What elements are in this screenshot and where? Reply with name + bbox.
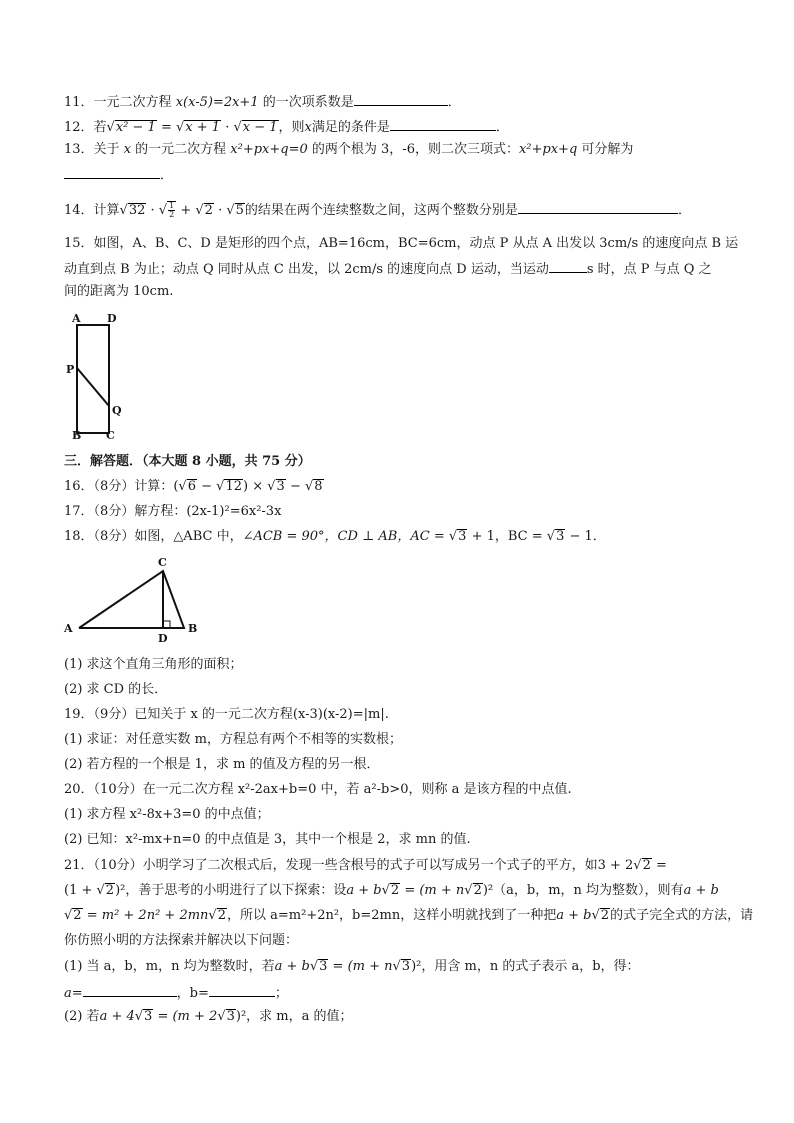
q18-radicand-2: 3 xyxy=(556,529,565,544)
sqrt-symbol: √ xyxy=(464,883,473,898)
q16-radicand-1: 6 xyxy=(187,479,196,494)
q21-radicand: 2 xyxy=(642,858,651,873)
q21-text: )²，善于思考的小明进行了以下探索：设 xyxy=(115,883,347,898)
sqrt-symbol: √ xyxy=(217,1009,226,1024)
question-13-line-2 xyxy=(64,165,173,185)
q14-dot: · xyxy=(146,203,159,218)
sqrt-symbol: √ xyxy=(208,908,217,923)
q12-radicand-3: x − 1 xyxy=(242,120,278,135)
q16-minus-2: − xyxy=(285,479,305,494)
question-19: 19．（9分）已知关于 x 的一元二次方程(x-3)(x-2)=|m|. xyxy=(64,707,389,722)
q15-line-2b: s 时，点 P 与点 Q 之 xyxy=(586,262,712,277)
q21-s1-radicand: 3 xyxy=(401,959,411,974)
label-d: D xyxy=(107,312,117,325)
q21-s2-text: (2) 若 xyxy=(64,1009,100,1024)
q15-answer-blank[interactable] xyxy=(549,259,587,273)
label-c: C xyxy=(106,429,115,442)
q14-radicand-1: 32 xyxy=(128,203,146,218)
sqrt-symbol: √ xyxy=(106,120,115,135)
q21-s1-text-2: )²，用含 m，n 的式子表示 a，b，得： xyxy=(411,959,640,974)
q18-subquestion-1: (1) 求这个直角三角形的面积； xyxy=(64,657,243,672)
q21-b-answer-blank[interactable] xyxy=(209,983,275,997)
q21-subquestion-1 xyxy=(64,958,640,976)
q13-end: ． xyxy=(160,168,174,183)
q21-radicand: 2 xyxy=(217,908,226,923)
q21-s2-radicand: 3 xyxy=(226,1009,235,1024)
q21-a-label: a= xyxy=(64,986,83,1001)
q21-text: )²（a，b，m，n 均为整数），则有 xyxy=(482,883,684,898)
q14-dot-2: · xyxy=(213,203,227,218)
sqrt-symbol: √ xyxy=(176,120,185,135)
q21-text: 的式子完全式的方法，请 xyxy=(610,908,754,923)
q12-text: 12．若 xyxy=(64,120,107,135)
rectangle-abcd xyxy=(77,325,109,433)
q21-expr: a + b xyxy=(346,883,382,898)
label-p: P xyxy=(66,363,75,376)
q13-poly: x²+px+q xyxy=(518,142,578,157)
question-13 xyxy=(64,141,730,159)
sqrt-symbol: √ xyxy=(392,959,401,974)
q12-radicand-1: x² − 1 xyxy=(115,120,156,135)
question-21-line-4: 你仿照小明的方法探索并解决以下问题： xyxy=(64,933,299,948)
q12-answer-blank[interactable] xyxy=(390,117,496,131)
fraction-numerator: 1 xyxy=(169,201,175,210)
q19-subquestion-1: (1) 求证：对任意实数 m，方程总有两个不相等的实数根； xyxy=(64,732,403,747)
sqrt-symbol: √ xyxy=(381,883,390,898)
q21-s2-expr: = (m + 2 xyxy=(153,1009,218,1024)
sqrt-symbol: √ xyxy=(267,479,276,494)
label-b: B xyxy=(72,429,82,442)
q21-s1-expr: a + b xyxy=(274,959,310,974)
q21-expr: a + b xyxy=(556,908,592,923)
q15-line-1: 15．如图，A、B、C、D 是矩形的四个点，AB=16cm，BC=6cm，动点 P 从点 A 出发以 3cm/s 的速度向点 B 运 xyxy=(64,236,739,251)
triangle-abc xyxy=(79,571,184,628)
q18-radicand-1: 3 xyxy=(458,529,467,544)
q21-subquestion-2 xyxy=(64,1008,353,1026)
q15-line-3: 间的距离为 10cm. xyxy=(64,284,174,299)
q21-s1-text: (1) 当 a，b，m，n 均为整数时，若 xyxy=(64,959,275,974)
q13-answer-blank[interactable] xyxy=(64,165,160,179)
q21-radicand: 2 xyxy=(600,908,610,923)
question-17: 17．（8分）解方程：(2x-1)²=6x²-3x xyxy=(64,504,282,519)
question-21 xyxy=(64,857,667,875)
q14-radicand-3: 5 xyxy=(235,203,244,218)
q21-equals: = xyxy=(651,858,667,873)
q14-text-2: 的结果在两个连续整数之间，这两个整数分别是 xyxy=(244,203,518,218)
triangle-figure xyxy=(60,553,220,643)
q21-subquestion-1-answers xyxy=(64,983,288,1003)
q21-s2-expr: a + 4 xyxy=(99,1009,135,1024)
question-15 xyxy=(64,235,738,253)
q21-s1-end: ； xyxy=(274,986,288,1001)
q16-radicand-4: 8 xyxy=(314,479,323,494)
q21-s1-expr: = (m + n xyxy=(328,959,393,974)
question-16 xyxy=(64,478,324,496)
q14-answer-blank[interactable] xyxy=(518,200,678,214)
sqrt-symbol: √ xyxy=(304,479,314,494)
q21-expr: a + b xyxy=(683,883,719,898)
q18-text: 18．（8分）如图，△ABC 中， xyxy=(64,529,243,544)
sqrt-symbol: √ xyxy=(233,120,242,135)
label-a: A xyxy=(64,622,73,635)
q18-text-2: + 1，BC = xyxy=(467,529,547,544)
question-15-line-2 xyxy=(64,259,712,279)
q14-fraction xyxy=(168,202,175,219)
q12-text-2: ，则 xyxy=(278,120,305,135)
right-angle-mark xyxy=(163,621,170,628)
q20-subquestion-2: (2) 已知：x²-mx+n=0 的中点值是 3，其中一个根是 2，求 mn 的值. xyxy=(64,832,471,847)
q12-dot: · xyxy=(221,120,234,135)
sqrt-symbol: √ xyxy=(546,529,556,544)
section-3-heading: 三．解答题．（本大题 8 小题，共 75 分） xyxy=(64,454,311,469)
q21-expr: = (m + n xyxy=(400,883,465,898)
q13-text-4: 可分解为 xyxy=(577,142,634,157)
q18-end: − 1． xyxy=(565,529,606,544)
q13-text: 13．关于 xyxy=(64,142,124,157)
q21-s1-radicand: 3 xyxy=(319,959,328,974)
question-18 xyxy=(64,528,606,546)
q13-text-3: 的两个根为 3，-6，则二次三项式： xyxy=(307,142,519,157)
q19-subquestion-2: (2) 若方程的一个根是 1，求 m 的值及方程的另一根． xyxy=(64,757,380,772)
q16-minus: − xyxy=(196,479,217,494)
label-a: A xyxy=(72,312,81,325)
q14-text: 14．计算 xyxy=(64,203,120,218)
q20-subquestion-1: (1) 求方程 x²-8x+3=0 的中点值； xyxy=(64,807,270,822)
question-20: 20．（10分）在一元二次方程 x²-2ax+b=0 中，若 a²-b>0，则称 a 是该方程的中点值. xyxy=(64,782,572,797)
sqrt-symbol: √ xyxy=(448,529,458,544)
q13-var: x xyxy=(123,142,132,157)
question-12 xyxy=(64,117,509,137)
q12-equals: = xyxy=(156,120,176,135)
sqrt-symbol: √ xyxy=(158,203,168,218)
label-d: D xyxy=(158,632,168,643)
q12-text-3: 满足的条件是 xyxy=(311,120,390,135)
sqrt-symbol: √ xyxy=(178,479,187,494)
segment-pq xyxy=(77,368,109,406)
q21-expr: (1 + xyxy=(64,883,97,898)
q16-radicand-2: 12 xyxy=(225,479,242,494)
q12-end: ． xyxy=(495,120,509,135)
sqrt-symbol: √ xyxy=(591,908,600,923)
q14-plus: + xyxy=(176,203,196,218)
q13-equation: x²+px+q=0 xyxy=(230,142,308,157)
label-b: B xyxy=(188,622,198,635)
question-21-line-3 xyxy=(64,907,753,925)
q21-s2-radicand: 3 xyxy=(144,1009,153,1024)
sqrt-symbol: √ xyxy=(134,1009,144,1024)
sqrt-symbol: √ xyxy=(119,203,128,218)
question-21-line-2 xyxy=(64,882,719,900)
q18-conditions: ∠ACB = 90°，CD ⊥ AB，AC = xyxy=(242,529,449,544)
label-c: C xyxy=(158,556,167,569)
q15-line-2a: 动直到点 B 为止；动点 Q 同时从点 C 出发，以 2cm/s 的速度向点 D 运动，当运动 xyxy=(64,262,549,277)
q16-radicand-3: 3 xyxy=(276,479,285,494)
q21-radicand: 2 xyxy=(73,908,82,923)
rectangle-figure xyxy=(60,308,140,443)
question-11 xyxy=(64,92,461,112)
q11-text: 11．一元二次方程 xyxy=(64,95,176,110)
question-14 xyxy=(64,200,691,220)
q21-a-answer-blank[interactable] xyxy=(83,983,177,997)
q21-line-1: 21．（10分）小明学习了二次根式后，发现一些含根号的式子可以写成另一个式子的平方，如 xyxy=(64,858,598,873)
q21-b-label: ，b= xyxy=(176,986,209,1001)
fraction-denominator: 2 xyxy=(169,210,175,219)
q21-radicand: 2 xyxy=(105,883,115,898)
sqrt-symbol: √ xyxy=(216,479,225,494)
q13-text-2: 的一元二次方程 xyxy=(131,142,231,157)
q21-text: ，所以 a=m²+2n²，b=2mn，这样小明就找到了一种把 xyxy=(227,908,557,923)
label-q: Q xyxy=(112,404,122,417)
q21-radicand: 2 xyxy=(473,883,482,898)
q21-radicand: 2 xyxy=(390,883,400,898)
question-15-line-3 xyxy=(64,283,173,301)
sqrt-symbol: √ xyxy=(309,959,319,974)
q21-expr: = m² + 2n² + 2mn xyxy=(82,908,209,923)
q16-times: ) × xyxy=(243,479,268,494)
q18-subquestion-2: (2) 求 CD 的长． xyxy=(64,682,168,697)
q21-expr: 3 + 2 xyxy=(597,858,634,873)
q12-radicand-2: x + 1 xyxy=(185,120,221,135)
q21-s2-text-2: )²，求 m，a 的值； xyxy=(235,1009,353,1024)
q16-text: 16．（8分）计算： xyxy=(64,479,174,494)
sqrt-symbol: √ xyxy=(195,203,204,218)
sqrt-symbol: √ xyxy=(96,883,105,898)
q11-equation: x(x-5)=2x+1 xyxy=(175,95,259,110)
q14-radicand-2: 2 xyxy=(204,203,213,218)
sqrt-symbol: √ xyxy=(633,858,642,873)
q16-paren: ( xyxy=(173,479,179,494)
q14-end: ． xyxy=(677,203,691,218)
q11-end: ． xyxy=(447,95,461,110)
sqrt-symbol: √ xyxy=(226,203,235,218)
q12-var: x xyxy=(304,120,312,135)
q11-answer-blank[interactable] xyxy=(354,92,448,106)
sqrt-symbol: √ xyxy=(64,908,73,923)
q11-text-2: 的一次项系数是 xyxy=(258,95,354,110)
